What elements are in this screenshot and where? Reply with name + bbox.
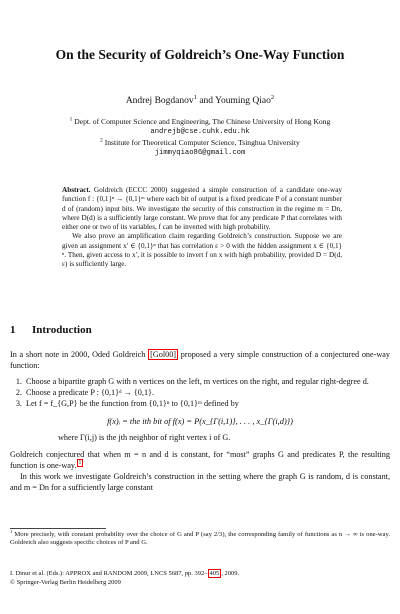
affiliation-2 <box>40 138 360 158</box>
text: proposed a very simple construction of a conjectured one-way function: <box>10 350 391 370</box>
paragraph <box>10 449 390 471</box>
affiliation-mark: 1 <box>193 93 197 101</box>
section-heading <box>10 324 92 336</box>
paper-title: On the Security of Goldreich’s One-Way Function <box>55 47 345 62</box>
affiliation-1 <box>40 117 360 137</box>
equation: f(x)ᵢ = the ith bit of f(x) = P(x_{Γ(i,1)}, . . . , x_{Γ(i,d)}) <box>107 417 293 426</box>
section-number: 1 <box>10 324 16 336</box>
author-connector: and <box>199 96 214 106</box>
citation-link[interactable]: [Gol00] <box>150 350 177 359</box>
footnote-mark: 1 <box>10 528 13 534</box>
author-name: Youming Qiao <box>215 96 271 106</box>
footnote-rule <box>10 528 106 529</box>
publication-footer <box>10 570 390 587</box>
affiliation-text: Dept. of Computer Science and Engineering, The Chinese University of Hong Kong <box>74 117 331 126</box>
construction-steps <box>10 376 390 409</box>
abstract-paragraph: We also prove an amplification claim regarding Goldreich’s construction. Suppose we are given an assignment x′ ∈ {0,1}ⁿ that has correlation ε > 0 with the hidden assignment x ∈ {0,1}ⁿ. Then, given access to x′, it is possible to invert f on x with high probability, provided D = D(d, ε) is sufficiently large. <box>62 232 342 269</box>
list-item: 2. Choose a predicate P : {0,1}ᵈ → {0,1}. <box>24 387 390 398</box>
intro-body <box>10 349 390 493</box>
text: , 2009. <box>221 570 240 577</box>
email: andrejb@cse.cuhk.edu.hk <box>150 128 250 136</box>
author-line <box>40 93 360 106</box>
abstract <box>62 186 342 270</box>
affiliation-mark: 2 <box>270 93 275 101</box>
list-item: 1. Choose a bipartite graph G with n vertices on the left, m vertices on the right, and regular right-degree d. <box>24 376 390 387</box>
affiliation-mark: 1 <box>69 116 73 123</box>
section-title: Introduction <box>32 324 92 336</box>
footnote-text: More precisely, with constant probability over the choice of G and P (say 2/3), the corresponding family of functions as n → ∞ is one-way. Goldreich also suggests specific choices of P and G. <box>10 531 390 547</box>
abstract-heading: Abstract. <box>62 186 91 194</box>
page-link[interactable]: 405 <box>209 570 220 577</box>
affiliation-text: Institute for Theoretical Computer Science, Tsinghua University <box>104 138 300 147</box>
footnote <box>10 528 390 547</box>
text: Goldreich conjectured that when m = n and d is constant, for “most” graphs G and predicates P, the resulting function is one-way. <box>10 450 390 470</box>
paragraph <box>10 349 390 371</box>
email: jimmyqiao86@gmail.com <box>154 149 246 157</box>
abstract-paragraph: Goldreich (ECCC 2000) suggested a simple construction of a candidate one-way function f : {0,1}ⁿ → {0,1}ᵐ where each bit of output is a fixed predicate P of a constant number d of (random) input bits. We investigate the security of this construction in the regime m = Dn, where D(d) is a sufficiently large constant. We prove that for any predicate P that correlates with either one or two of its variables, f can be inverted with high probability. <box>62 186 342 232</box>
copyright-line: © Springer-Verlag Berlin Heidelberg 2009 <box>10 578 121 586</box>
footnote-link[interactable]: 1 <box>78 460 82 467</box>
list-item: 3. Let f = f_{G,P} be the function from {0,1}ⁿ to {0,1}ᵐ defined by <box>24 398 390 409</box>
text: I. Dinur et al. (Eds.): APPROX and RANDOM 2009, LNCS 5687, pp. 392– <box>10 570 208 577</box>
paragraph: In this work we investigate Goldreich’s construction in the setting where the graph G is random, d is constant, and m = Dn for a sufficiently large constant <box>10 472 390 492</box>
citation-line <box>10 570 390 579</box>
text: In a short note in 2000, Oded Goldreich <box>10 350 146 359</box>
equation-note: where Γ(i,j) is the jth neighbor of right vertex i of G. <box>58 433 231 442</box>
author-name: Andrej Bogdanov <box>125 96 194 106</box>
affiliation-mark: 2 <box>100 137 103 144</box>
